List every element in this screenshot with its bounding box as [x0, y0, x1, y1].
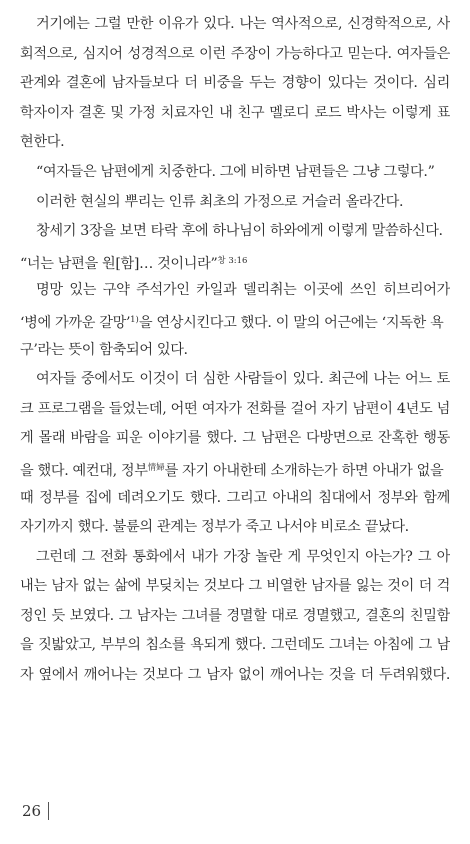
- text-line: 여자들 중에서도 이것이 더 심한 사람들이 있다. 최근에 나는 어느 토: [36, 371, 450, 388]
- text-line: [20, 247, 450, 277]
- text-line: 자 옆에서 깨어나는 것보다 그 남자 없이 깨어나는 것을 더 두려워했다.: [20, 667, 450, 684]
- text-line: “여자들은 남편에게 치중한다. 그에 비하면 남편들은 그냥 그렇다.”: [36, 163, 435, 180]
- hanja-annotation: 情婦: [147, 462, 165, 473]
- text-line: 거기에는 그럴 만한 이유가 있다. 나는 역사적으로, 신경학적으로, 사: [36, 16, 450, 32]
- text-line: 을 짓밟았고, 부부의 침소를 욕되게 했다. 그런데도 그녀는 아침에 그 남: [20, 637, 450, 654]
- text-line: 관계와 결혼에 남자들보다 더 비중을 두는 경향이 있다는 것이다. 심리: [20, 75, 450, 92]
- text-line: 때 정부를 집에 데려오기도 했다. 그리고 아내의 침대에서 정부와 함께: [20, 489, 450, 506]
- text-segment: 를 자기 아내한테 소개하는가 하면 아내가 없을: [164, 462, 444, 479]
- text-line: 현한다.: [20, 134, 65, 151]
- page-footer: [22, 799, 49, 823]
- text-line: [20, 306, 450, 336]
- text-segment: 을 했다. 예컨대, 정부: [20, 462, 148, 479]
- text-line: 정인 듯 보였다. 그 남자는 그녀를 경멸할 대로 경멸했고, 결혼의 친밀함: [20, 607, 450, 624]
- footer-divider: [48, 802, 49, 820]
- text-line: 학자이자 결혼 및 가정 치료자인 내 친구 멜로디 로드 박사는 이렇게 표: [20, 104, 450, 121]
- quote-text: ‘병에 가까운 갈망’: [20, 314, 131, 331]
- text-line: [20, 454, 450, 484]
- text-line: 구’라는 뜻이 함축되어 있다.: [20, 341, 188, 358]
- verse-reference: 창 3:16: [217, 255, 248, 266]
- text-segment: 을 연상시킨다고 했다. 이 말의 어근에는 ‘지독한 욕: [138, 314, 444, 331]
- text-line: 게 몰래 바람을 피운 이야기를 했다. 그 남편은 다방면으로 잔혹한 행동: [20, 430, 450, 447]
- text-line: 크 프로그램을 들었는데, 어떤 여자가 전화를 걸어 자기 남편이 4년도 넘: [20, 400, 450, 417]
- text-line: 자기까지 했다. 불륜의 관계는 정부가 죽고 나서야 비로소 끝났다.: [20, 519, 409, 536]
- text-line: 내는 남자 없는 삶에 부딪치는 것보다 그 비열한 남자를 잃는 것이 더 걱: [20, 578, 450, 595]
- text-line: 그런데 그 전화 통화에서 내가 가장 놀란 게 무엇인지 아는가? 그 아: [36, 548, 450, 565]
- text-line: 명망 있는 구약 주석가인 카일과 델리취는 이곳에 쓰인 히브리어가: [36, 282, 450, 299]
- page-number: 26: [22, 802, 42, 820]
- text-line: 이러한 현실의 뿌리는 인류 최초의 가정으로 거슬러 올라간다.: [36, 193, 404, 210]
- text-line: 창세기 3장을 보면 타락 후에 하나님이 하와에게 이렇게 말씀하신다.: [36, 223, 443, 240]
- body-text: [20, 10, 450, 691]
- text-line: 회적으로, 심지어 성경적으로 이런 주장이 가능하다고 믿는다. 여자들은: [20, 45, 450, 62]
- footnote-marker: 1): [130, 314, 139, 325]
- quote-text: “너는 남편을 원[함]… 것이니라”: [20, 255, 218, 272]
